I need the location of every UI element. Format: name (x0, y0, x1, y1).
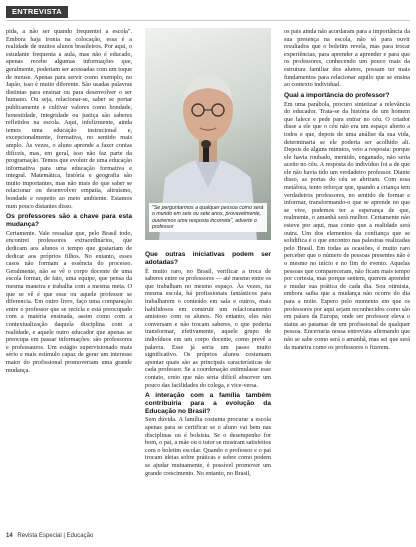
body-paragraph: Certamente. Vale ressaltar que, pelo Brasil todo, encontrei professores extraordinários, que dedicam aos alunos o tempo que gostariam de dedicar aos próprios filhos. No entanto, esses casos não formam a essência do processo. Geralmente, não se vê o corpo docente de uma escola formar, de fato, uma equipe, que pensa da mesma maneira e trabalha com a mesma meta. O que se vê é que esse ou aquele professor se diferencia. Em outro livro, faço uma comparação entre o professor que se recicla e está preocupado com a matéria ensinada, assim como com a contextualização daquela disciplina com a realidade, e aquele outro educador que apenas se preocupa em passar informações: são professores e professauros. Um estágio supervisionado mais sério e mais estímulo capaz de gerar um interesse maior do profissional promoveriam uma grande mudança. (6, 229, 132, 374)
interview-question: Que outras iniciativas podem ser adotadas? (145, 251, 271, 266)
interview-question: Qual a importância do professor? (284, 91, 390, 99)
section-label: ENTREVISTA (6, 6, 68, 18)
header-divider (6, 20, 410, 21)
interviewee-photo (145, 28, 271, 240)
body-paragraph: os pais ainda não acordaram para a importância da sua presença na escola, não só para ouvir resultados que o boletim revela, mas para trocar experiências, para aprender a aprender e para que os professores, conhecendo um pouco mais da estrutura familiar dos alunos, possam ter mais fundamentos para relacionar aquilo que se ensina ao contexto individual. (284, 28, 410, 89)
page-footer (6, 533, 93, 539)
photo-caption: "Se perguntarmos a qualquer pessoa como será o mundo em seis ou sete anos, provavelmente, ouviremos uma resposta incorreta", adverte o professor (149, 203, 267, 232)
interview-question: A interação com a família também contribuiria para a evolução da Educação no Brasil? (145, 392, 271, 415)
article-column-2 (145, 248, 271, 477)
page-number: 14 (6, 533, 13, 539)
page-header (0, 0, 416, 22)
publication-name: Revista Especial | Educação (17, 533, 94, 539)
article-column-3 (284, 28, 410, 351)
body-paragraph: Em uma parábola, procuro sintetizar a relevância do educador. Trata-se da história de um homem que falece e pede para entrar no céu. O criador disse a ele que o céu não era um espaço aberto a todos e que, depois de uma análise da sua vida, determinaria se ele poderia ser acolhido ali. Depois de alguns minutos, veio a resposta: porque ele havia roubado, mentido, enganado, não seria aceito no céu. A resposta do indivíduo foi a de que ele não havia tido um verdadeiro professor. Diante disso, as portas do céu se abriram. Com essa metáfora, tento reforçar que, quando a criança tem verdadeiros professores, no sentido de formar e informar, transformando-o que se aprende no que se vive, podemos ter a esperança de que, realmente, o amanhã será melhor. Certamente não esteve por aqui, mas conto que a realidade será outra. Um dos elementos da confiança que se solidifica é o que encontro nas palestras realizadas pelo Brasil. Em todas as ocasiões, é muito raro perceber que o número de pessoas presentes não é o mesmo no início e no fim do evento. Aquelas pessoas que compareceram, não ficam mais tempo por cortesia, mas porque sentem, querem aprender e mudar sua prática de cada dia. Sou otimista, embora saiba que a mudança não ocorre do dia para a noite. Espero pelo momento em que os professores por aqui sejam reconhecidos como são em países da Europa, onde ser professor eleva o status ao patamar de um profissional de qualquer pessoa. Encerraria nossa entrevista afirmando que não se sabe como será o amanhã, mas sei que será da maneira como os professores o fizerem. (284, 100, 410, 351)
article-column-1 (6, 28, 132, 374)
interview-question: Os professores são a chave para esta mudança? (6, 213, 132, 229)
body-paragraph: É muito raro, no Brasil, verificar a troca de saberes entre os professores — até mesmo entre os que trabalham no mesmo espaço. Às vezes, na mesma escola, há profissionais fantásticos para trabalharem o conteúdo em sala e outros, mais habilidosos em construir um relacionamento amistoso com os alunos. No entanto, eles não conversam e não trocam saberes, o que poderia transformar, efetivamente, aquele grupo de indivíduos em um corpo docente, como prevê a palavra. Esse já seria um passo muito significativo. Os próprios alunos costumam apontar quais são as principais características de cada professor. Se a coordenação estimulasse esse contato, creio que não seria difícil absorver um pouco das facilidades do colega, e vice-versa. (145, 267, 271, 389)
body-paragraph: pida, a não ser quando frequentei a escola". Embora haja ironia na colocação, essa é a realidade de muitos alunos brasileiros. Por aqui, o estudante frequenta a aula, mas não é educado, apenas recebe algumas informações que, geralmente, poderiam ser acessadas com um toque de mouse. Apenas para servir como exemplo, no Japão, isso é muito diferente. São usadas palavras distintas para ensinar ou para desenvolver o ser humano. Ou seja, relacionar-se, saber se portar publicamente e cultivar valores como bondade, honestidade, integridade ou justiça são saberes refletidos na escola. Aqui, infelizmente, ainda temos uma educação instrucional e, excepcionalmente, formativa, no sentido mais amplo. Às vezes, o aluno aprende a fazer contas difíceis, mas, em geral, isso não faz parte da programação. Temos que evoluir de uma educação informativa para uma educação formativa e integral. Matemática, história e geografia são muito importantes, mas não mais do que saber se relacionar ou desenvolver empatia, altruísmo, bondade e respeito ao meio ambiente. Estamos num pouco distantes disso. (6, 28, 132, 210)
body-paragraph: Sem dúvida. A família costuma procurar a escola apenas para se certificar se o aluno vai bem nas disciplinas ou é bolsista. Se o desempenho for bom, o pai, a mãe ou o tutor se mostram satisfeitos com o boletim escolar. Quando o professor e o pai trocam ideias sobre práticas e sobre como podem se ajudar mutuamente, é possível promover um grande crescimento. No entanto, no Brasil, (145, 416, 271, 477)
